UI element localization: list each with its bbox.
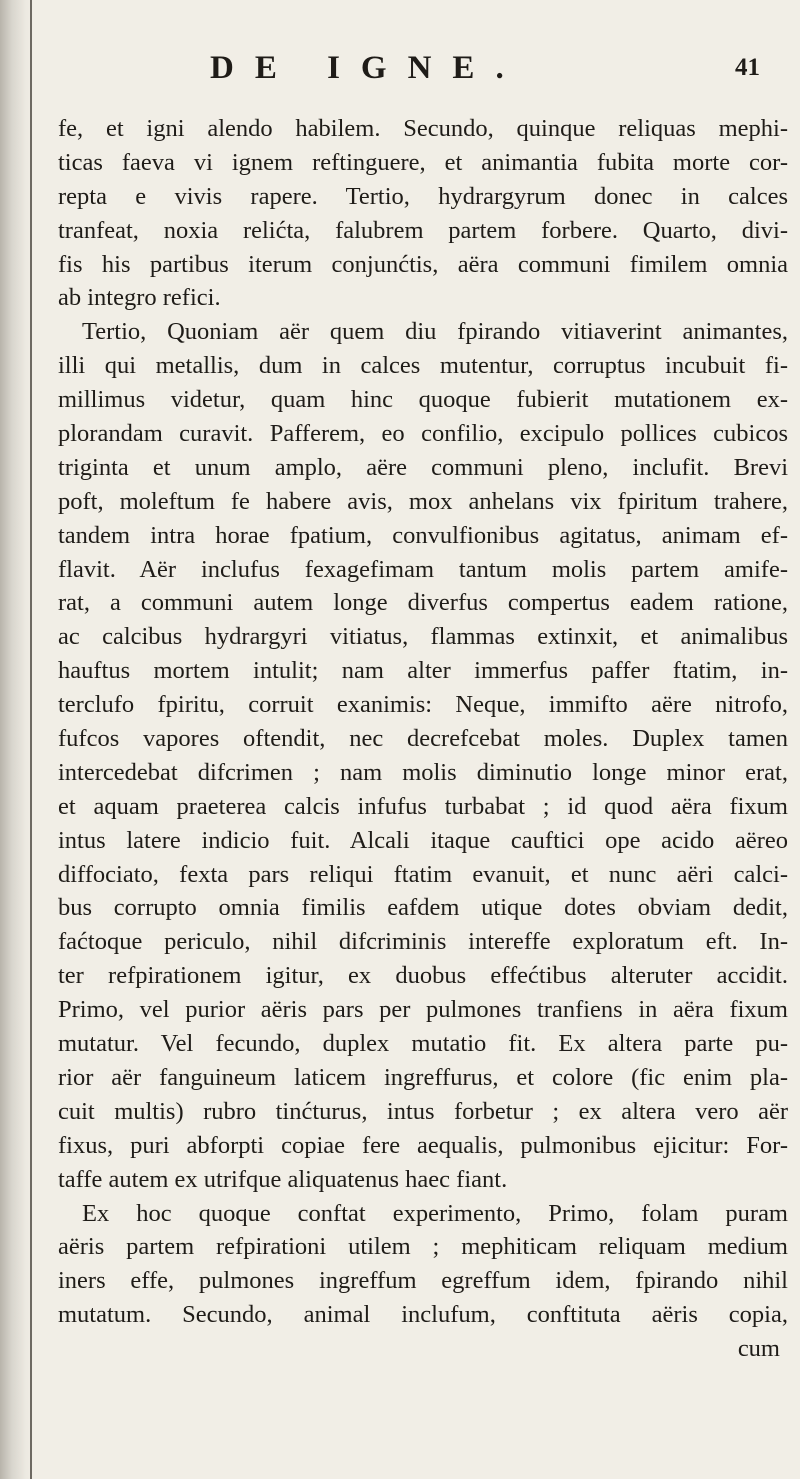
text-line: triginta et unum amplo, aëre communi pleno, inclufit. Brevi [58, 453, 788, 481]
text-line: tranfeat, noxia relićta, falubrem partem forbere. Quarto, divi- [58, 216, 788, 244]
text-line: terclufo fpiritu, corruit exanimis: Neque, immifto aëre nitrofo, [58, 691, 788, 719]
text-line: ticas faeva vi ignem reftinguere, et animantia fubita morte cor- [58, 148, 788, 176]
text-line: intus latere indicio fuit. Alcali itaque cauftici ope acido aëreo [58, 826, 788, 854]
text-line: bus corrupto omnia fimilis eafdem utique dotes obviam dedit, [58, 894, 788, 922]
page-number: 41 [735, 54, 760, 81]
text-line: plorandam curavit. Pafferem, eo confilio, excipulo pollices cubicos [58, 420, 788, 448]
text-line: mutatum. Secundo, animal inclufum, conftituta aëris copia, [58, 1301, 788, 1329]
text-line: fis his partibus iterum conjunćtis, aëra communi fimilem omnia [58, 250, 788, 278]
text-line: rior aër fanguineum laticem ingreffurus, et colore (fic enim pla- [58, 1063, 788, 1091]
body-text [58, 112, 788, 1366]
text-line: faćtoque periculo, nihil difcriminis intereffe exploratum eft. In- [58, 928, 788, 956]
text-line: ac calcibus hydrargyri vitiatus, flammas extinxit, et animalibus [58, 623, 788, 651]
text-line: fufcos vapores oftendit, nec decrefcebat moles. Duplex tamen [58, 725, 788, 753]
catchword: cum [737, 1335, 780, 1363]
text-line: fe, et igni alendo habilem. Secundo, quinque reliquas mephi- [58, 115, 788, 142]
text-line: illi qui metallis, dum in calces mutentur, corruptus incubuit fi- [58, 352, 788, 380]
text-line: et aquam praeterea calcis infufus turbabat ; id quod aëra fixum [58, 792, 788, 820]
text-line: ab integro refici. [58, 284, 221, 312]
text-line: diffociato, fexta pars reliqui ftatim evanuit, et nunc aëri calci- [58, 860, 788, 888]
page-header [0, 50, 800, 90]
text-line: aëris partem refpirationi utilem ; mephiticam reliquam medium [58, 1233, 788, 1261]
text-line: iners effe, pulmones ingreffum egreffum idem, fpirando nihil [58, 1267, 788, 1295]
text-line: Tertio, Quoniam aër quem diu fpirando vitiaverint animantes, [82, 318, 788, 346]
page-binding-shadow [0, 0, 34, 1479]
text-line: Ex hoc quoque conftat experimento, Primo, folam puram [82, 1199, 788, 1227]
running-head: DE IGNE. [210, 50, 525, 86]
text-line: tandem intra horae fpatium, convulfionibus agitatus, animam ef- [58, 521, 788, 549]
text-line: poft, moleftum fe habere avis, mox anhelans vix fpiritum trahere, [58, 487, 788, 515]
text-line: mutatur. Vel fecundo, duplex mutatio fit. Ex altera parte pu- [58, 1030, 788, 1058]
text-line: rat, a communi autem longe diverfus compertus eadem ratione, [58, 589, 788, 617]
text-line: fixus, puri abforpti copiae fere aequalis, pulmonibus ejicitur: For- [58, 1131, 788, 1159]
page-binding-edge [30, 0, 32, 1479]
text-line: flavit. Aër inclufus fexagefimam tantum molis partem amife- [58, 555, 788, 583]
text-line: taffe autem ex utrifque aliquatenus haec fiant. [58, 1165, 508, 1193]
text-line: millimus videtur, quam hinc quoque fubierit mutationem ex- [58, 386, 788, 414]
text-line: hauftus mortem intulit; nam alter immerfus paffer ftatim, in- [58, 657, 788, 685]
text-line: Primo, vel purior aëris pars per pulmones tranfiens in aëra fixum [58, 996, 788, 1024]
text-line: cuit multis) rubro tinćturus, intus forbetur ; ex altera vero aër [58, 1097, 788, 1125]
text-line: intercedebat difcrimen ; nam molis diminutio longe minor erat, [58, 758, 788, 786]
text-line: ter refpirationem igitur, ex duobus effećtibus alteruter accidit. [58, 962, 788, 990]
text-line: repta e vivis rapere. Tertio, hydrargyrum donec in calces [58, 182, 788, 210]
